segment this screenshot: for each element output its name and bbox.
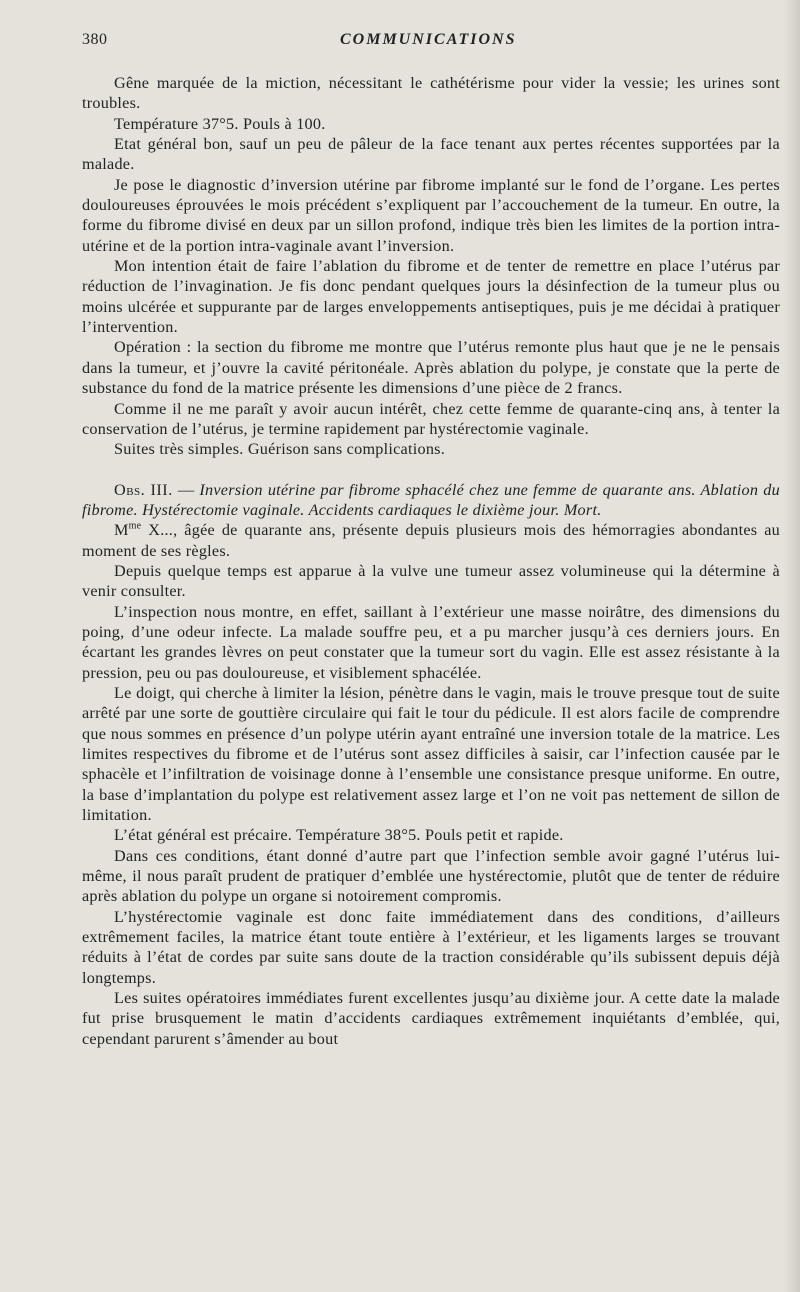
paragraph-diagnosis: Je pose le diagnostic d’inversion utérine par fibrome implanté sur le fond de l’organe. Les pertes douloureuses éprouvées le mois précédent s’expliquent par l’accouchement de la tumeur. En outre, la forme du fibrome divisé en deux par un sillon profond, indique très bien les limites de la portion intra-utérine et de la portion intra-vaginale avant l’inversion. xyxy=(82,175,780,255)
paragraph-hysterectomy-decision: Comme il ne me paraît y avoir aucun intérêt, chez cette femme de quarante-cinq ans, à tenter la conservation de l’utérus, je termine rapidement par hystérectomie vaginale. xyxy=(82,399,780,438)
paragraph-finger-exam: Le doigt, qui cherche à limiter la lésion, pénètre dans le vagin, mais le trouve presque tout de suite arrêté par une sorte de gouttière circulaire qui fait le tour du pédicule. Il est alors facile de comprendre que nous sommes en présence d’un polype utérin ayant entraîné une inversion totale de la matrice. Les limites respectives du fibrome et de l’utérus sont assez difficiles à saisir, car l’infection causée par le sphacèle et l’infiltration de voisinage donne à l’ensemble une consistance presque uniforme. En outre, la base d’implantation du polype est relativement assez large et l’on ne voit pas nettement de sillon de limitation. xyxy=(82,683,780,825)
paragraph-vaginal-hysterectomy: L’hystérectomie vaginale est donc faite immédiatement dans des conditions, d’ailleurs extrêmement faciles, la matrice étant toute entière à l’extérieur, et les ligaments larges se trouvant réduits à l’état de cordes par suite sans doute de la traction considérable qu’ils subissent depuis déjà longtemps. xyxy=(82,907,780,987)
observation-heading xyxy=(82,480,780,521)
patient-prefix: M xyxy=(114,521,129,540)
paragraph-outcome: Suites très simples. Guérison sans complications. xyxy=(114,440,446,459)
paragraph-temperature: Température 37°5. Pouls à 100. xyxy=(114,114,326,133)
patient-superscript: me xyxy=(128,520,142,532)
paragraph-conditions: Dans ces conditions, étant donné d’autre part que l’infection semble avoir gagné l’utérus lui-même, il nous paraît prudent de pratiquer d’emblée une hystérectomie, plutôt que de tenter de réduire après ablation du polype un organe si notoirement compromis. xyxy=(82,846,780,906)
observation-title: Inversion utérine par fibrome sphacélé chez une femme de quarante ans. Ablation du fibrome. Hystérectomie vaginale. Accidents cardiaques le dixième jour. Mort. xyxy=(82,480,780,519)
page-header xyxy=(82,31,780,53)
page-number: 380 xyxy=(82,31,108,48)
body-text xyxy=(82,73,780,1049)
patient-text: X..., âgée de quarante ans, présente depuis plusieurs mois des hémorragies abondantes au moment de ses règles. xyxy=(82,521,780,560)
observation-label: Obs. III. xyxy=(114,480,173,499)
paragraph-inspection: L’inspection nous montre, en effet, saillant à l’extérieur une masse noirâtre, des dimensions du poing, d’une odeur infecte. La malade souffre peu, et a pu marcher jusqu’à ces derniers jours. En écartant les grandes lèvres on peut constater que la tumeur sort du vagin. Elle est assez résistante à la pression, peu ou pas douloureuse, et visiblement sphacélée. xyxy=(82,602,780,682)
paragraph-miction: Gêne marquée de la miction, nécessitant le cathétérisme pour vider la vessie; les urines sont troubles. xyxy=(82,74,780,113)
paragraph-patient xyxy=(82,520,780,561)
paragraph-general-state: Etat général bon, sauf un peu de pâleur de la face tenant aux pertes récentes supportées par la malade. xyxy=(82,135,780,174)
paragraph-precarious-state: L’état général est précaire. Température 38°5. Pouls petit et rapide. xyxy=(114,826,564,845)
paragraph-intention: Mon intention était de faire l’ablation du fibrome et de tenter de remettre en place l’utérus par réduction de l’invagination. Je fis donc pendant quelques jours la désinfection de la tumeur plus ou moins ulcérée et suppurante par de larges enveloppements antiseptiques, puis je me décidai à pratiquer l’intervention. xyxy=(82,257,780,337)
paragraph-tumor: Depuis quelque temps est apparue à la vulve une tumeur assez volumineuse qui la détermine à venir consulter. xyxy=(82,561,780,601)
paragraph-postoperative: Les suites opératoires immédiates furent excellentes jusqu’au dixième jour. A cette date la malade fut prise brusquement le matin d’accidents cardiaques extrêmement inquiétants d’emblée, qui, cependant parurent s’âmender au bout xyxy=(82,989,780,1048)
running-head: COMMUNICATIONS xyxy=(340,31,517,48)
paragraph-operation: Opération : la section du fibrome me montre que l’utérus remonte plus haut que je ne le pensais dans la tumeur, et j’ouvre la cavité péritonéale. Après ablation du polype, je constate que la perte de substance du fond de la matrice présente les dimensions d’une pièce de 2 francs. xyxy=(82,338,780,398)
observation-dash: — xyxy=(172,480,200,499)
page-edge-shadow xyxy=(784,0,800,1292)
